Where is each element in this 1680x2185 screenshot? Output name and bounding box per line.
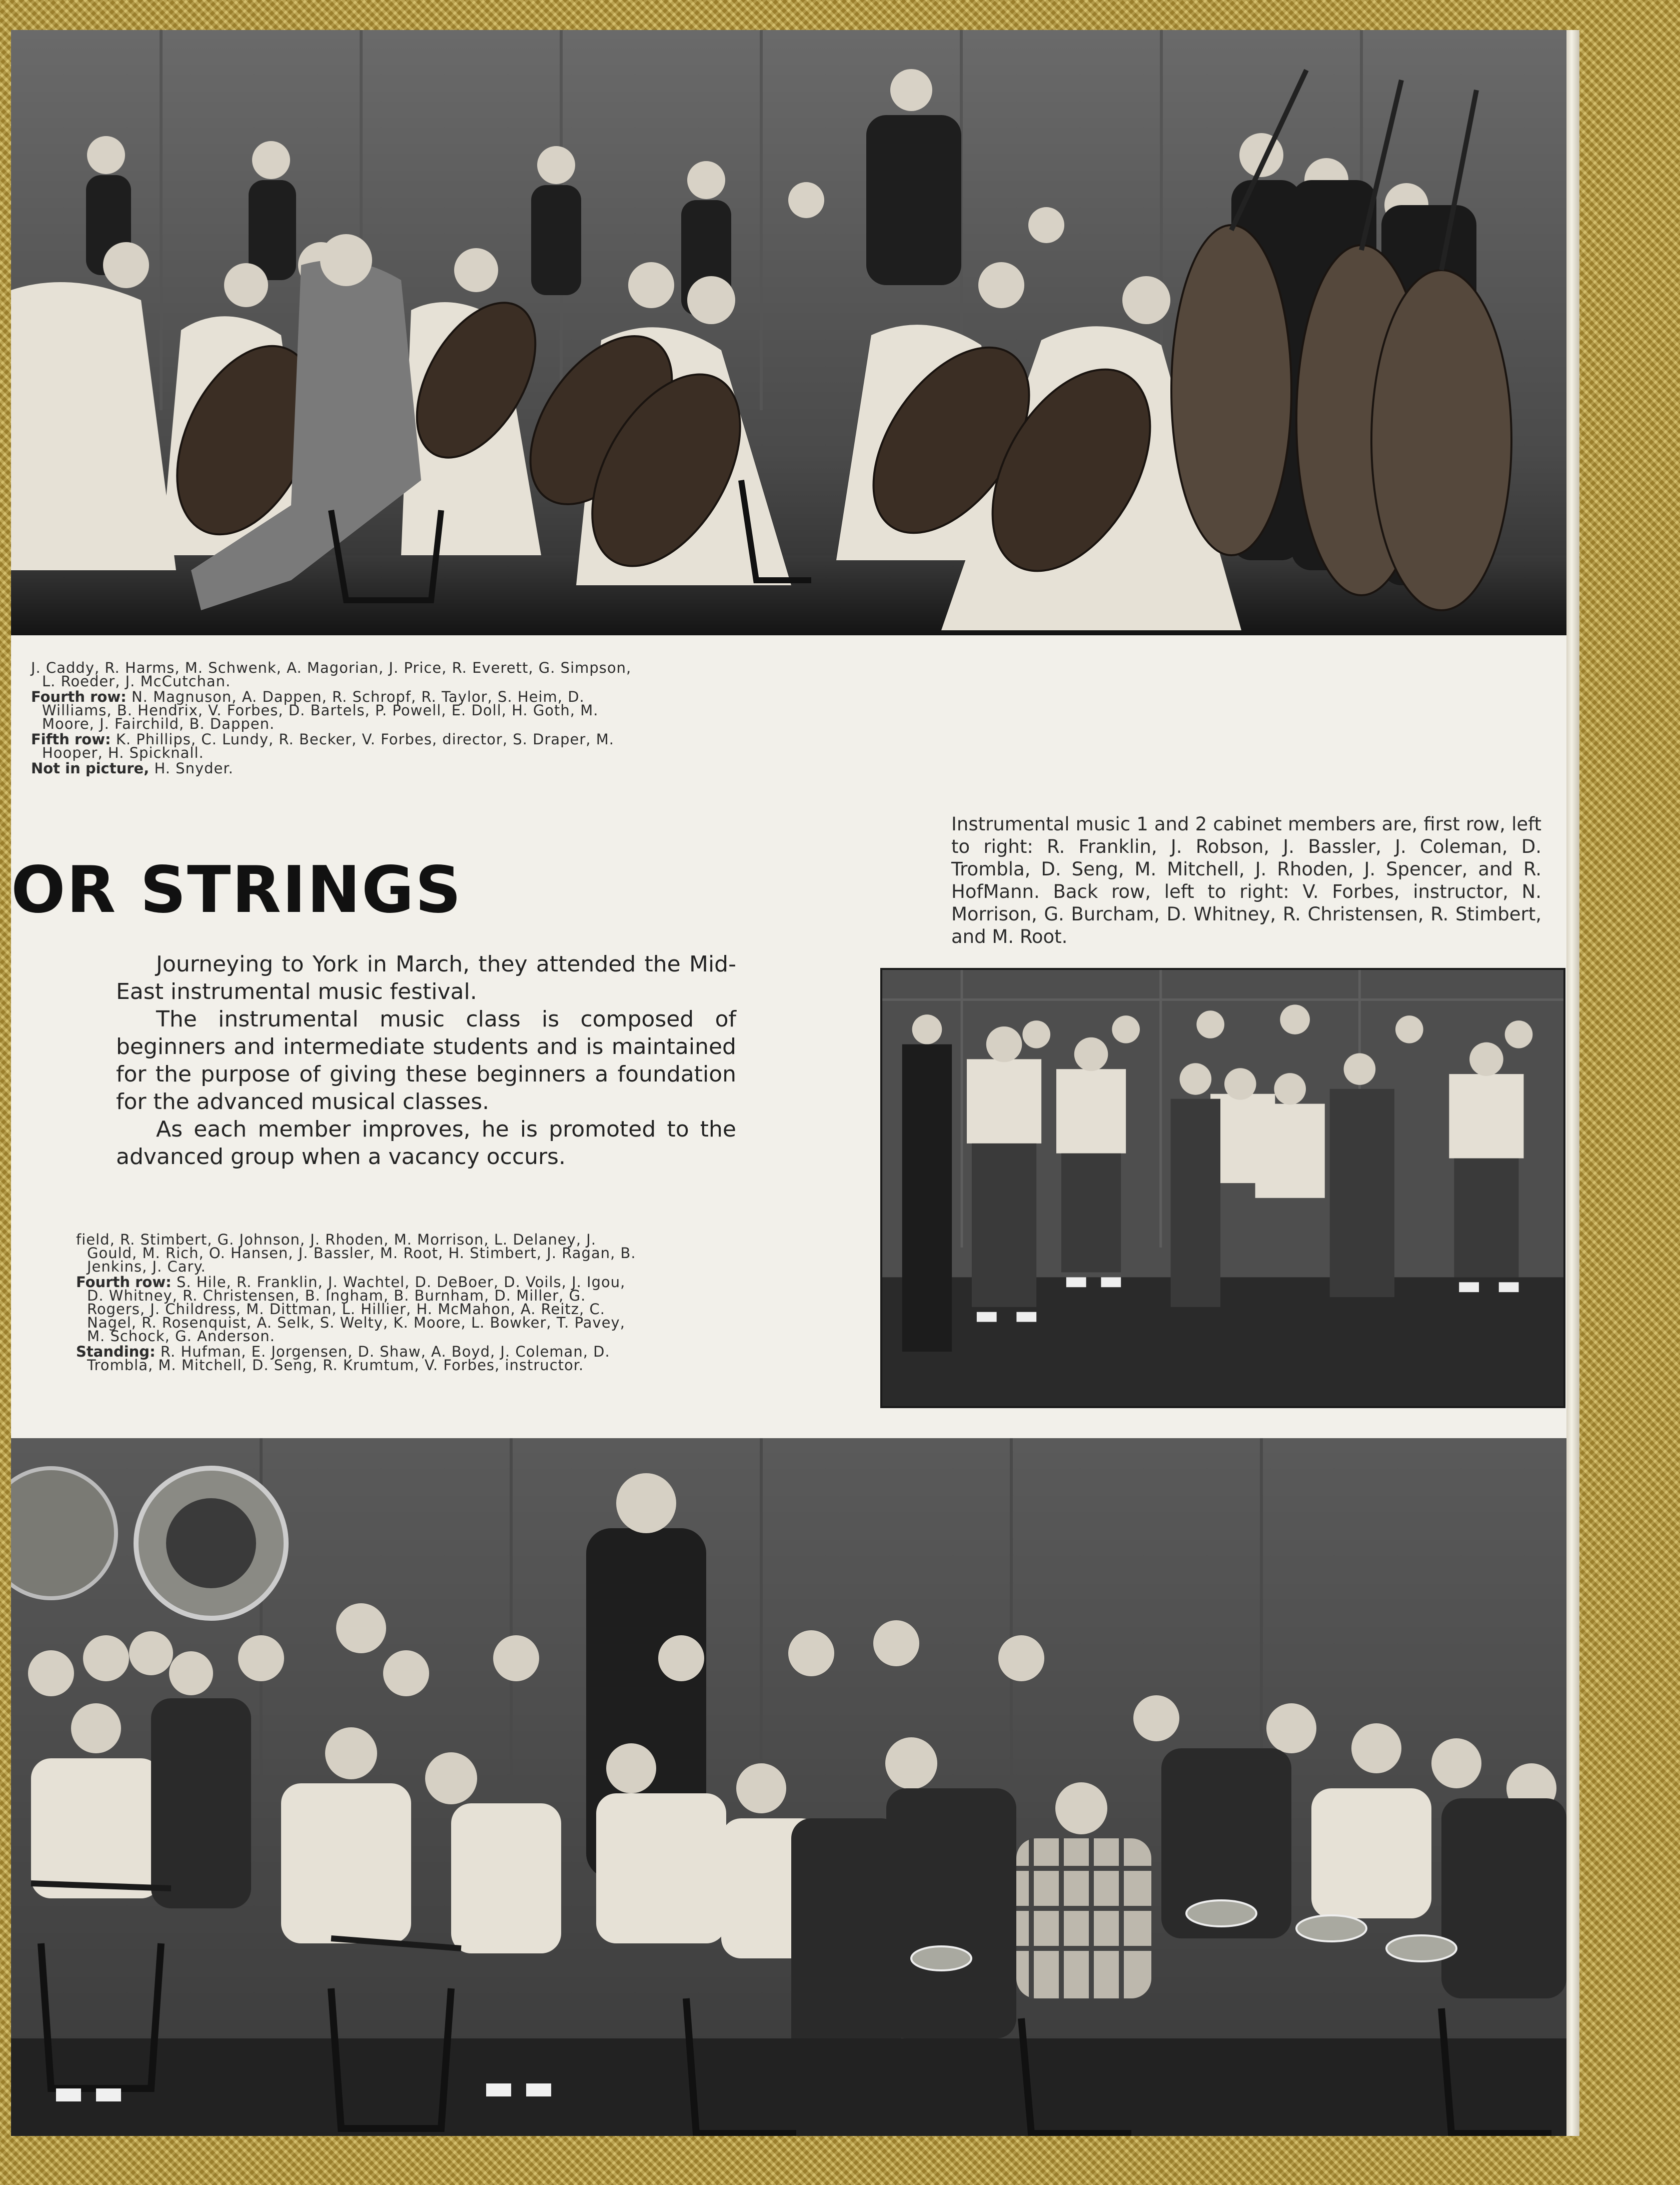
orchestra-caption-not-in-picture <box>31 762 641 775</box>
orchestra-caption-fourth-row <box>31 690 641 731</box>
fourth-row-names: N. Magnuson, A. Dappen, R. Schropf, R. Taylor, S. Heim, D. Williams, B. Hendrix, V. Forbes, D. Bartels, P. Powell, E. Doll, H. Goth, M. Moore, J. Fairchild, B. Dappen. <box>42 688 599 732</box>
fourth-row-names: S. Hile, R. Franklin, J. Wachtel, D. DeBoer, D. Voils, J. Igou, D. Whitney, R. Christensen, B. Ingham, B. Burnham, D. Miller, G. Rogers, J. Childress, M. Dittman, L. Hillier, H. McMahon, A. Reitz, C. Nagel, R. Rosenquist, A. Selk, S. Welty, K. Moore, L. Bowker, T. Pavey, M. Schock, G. Anderson. <box>87 1274 626 1345</box>
class-caption-standing <box>76 1345 641 1372</box>
orchestra-caption-fifth-row <box>31 733 641 760</box>
orchestra-caption <box>31 661 641 777</box>
section-heading: OR STRINGS <box>11 853 462 927</box>
fourth-row-label: Fourth row: <box>31 688 127 705</box>
body-paragraph: Journeying to York in March, they attended the Mid-East instrumental music festival. <box>116 951 736 1004</box>
body-paragraph: The instrumental music class is composed of beginners and intermediate students and is maintained for the purpose of giving these beginners a foundation for the advanced musical classes. <box>116 1006 736 1115</box>
fifth-row-label: Fifth row: <box>31 731 111 748</box>
not-in-picture-names: H. Snyder. <box>154 760 234 777</box>
class-caption-intro: field, R. Stimbert, G. Johnson, J. Rhoden, M. Morrison, L. Delaney, J. Gould, M. Rich, O. Hansen, J. Bassler, M. Root, H. Stimbert, J. Ragan, B. Jenkins, J. Cary. <box>76 1231 636 1275</box>
orchestra-caption-intro: J. Caddy, R. Harms, M. Schwenk, A. Magorian, J. Price, R. Everett, G. Simpson, L. Roeder, J. McCutchan. <box>31 659 632 690</box>
class-photo <box>11 1438 1566 2136</box>
body-paragraph: As each member improves, he is promoted to the advanced group when a vacancy occurs. <box>116 1117 736 1170</box>
body-text <box>116 950 736 1171</box>
orchestra-photo-image <box>11 30 1566 635</box>
yearbook-page <box>11 30 1566 2136</box>
class-caption-fourth-row <box>76 1276 641 1343</box>
standing-names: R. Hufman, E. Jorgensen, D. Shaw, A. Boyd, J. Coleman, D. Trombla, M. Mitchell, D. Seng, R. Krumtum, V. Forbes, instructor. <box>87 1343 610 1374</box>
standing-label: Standing: <box>76 1343 156 1360</box>
class-photo-image <box>11 1438 1566 2136</box>
fifth-row-names: K. Phillips, C. Lundy, R. Becker, V. Forbes, director, S. Draper, M. Hooper, H. Spicknall. <box>42 731 614 761</box>
cabinet-caption: Instrumental music 1 and 2 cabinet members are, first row, left to right: R. Franklin, J. Robson, J. Bassler, J. Coleman, D. Trombla, D. Seng, M. Mitchell, J. Rhoden, J. Spencer, and R. HofMann. Back row, left to right: V. Forbes, instructor, N. Morrison, G. Burcham, D. Whitney, R. Christensen, R. Stimbert, and M. Root. <box>951 813 1541 947</box>
not-in-picture-label: Not in picture, <box>31 760 150 777</box>
fourth-row-label: Fourth row: <box>76 1274 172 1291</box>
page-edge <box>1566 30 1579 2136</box>
class-caption <box>76 1233 641 1374</box>
cabinet-photo-image <box>882 970 1563 1406</box>
orchestra-photo <box>11 30 1566 635</box>
cabinet-photo <box>880 968 1565 1408</box>
